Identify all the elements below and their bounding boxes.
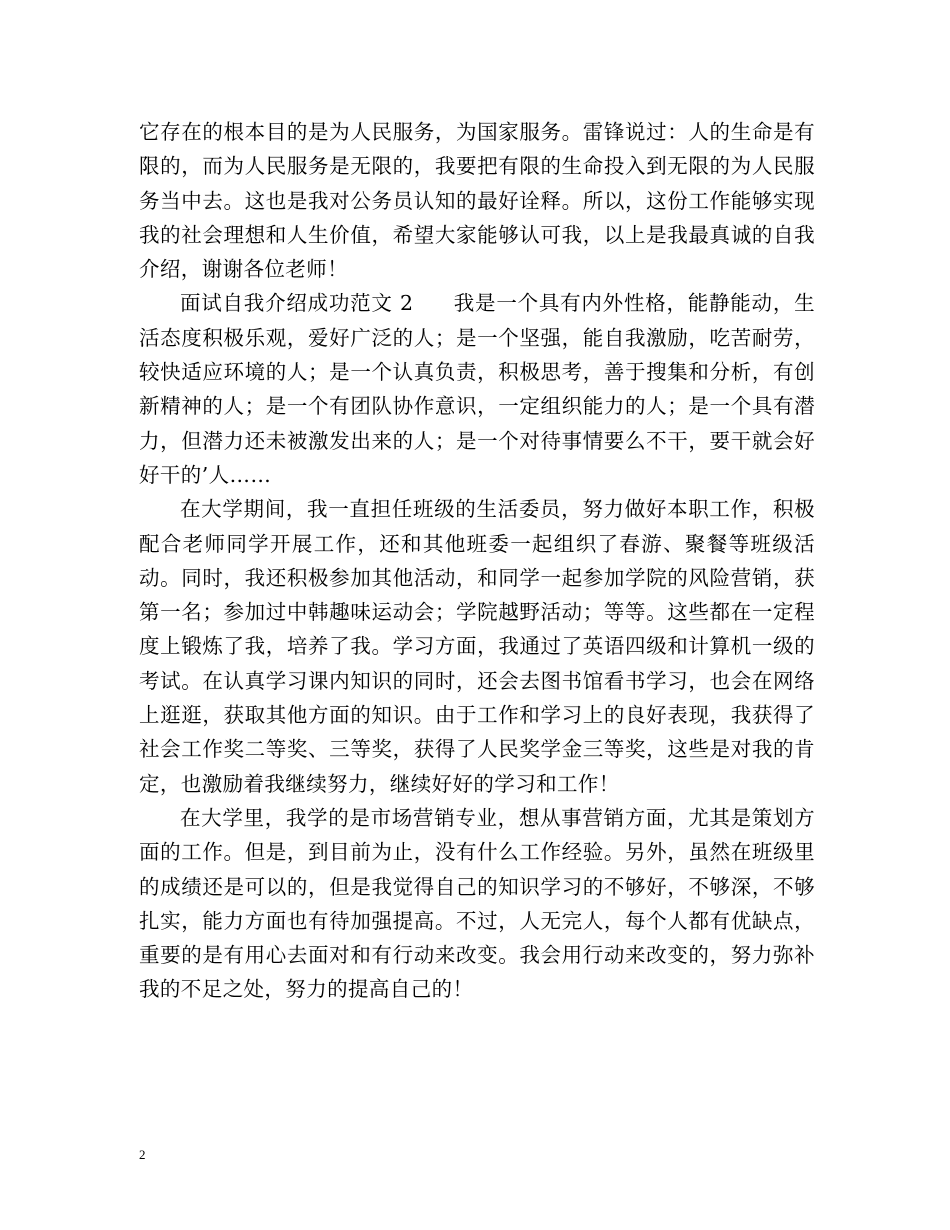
paragraph-3: 在大学期间，我一直担任班级的生活委员，努力做好本职工作，积极配合老师同学开展工作，还和其他班委一起组织了春游、聚餐等班级活动。同时，我还积极参加其他活动，和同学一起参加学院的风险营销，获第一名；参加过中韩趣味运动会；学院越野活动；等等。这些都在一定程度上锻炼了我，培养了我。学习方面，我通过了英语四级和计算机一级的考试。在认真学习课内知识的同时，还会去图书馆看书学习，也会在网络上逛逛，获取其他方面的知识。由于工作和学习上的良好表现，我获得了社会工作奖二等奖、三等奖，获得了人民奖学金三等奖，这些是对我的肯定，也激励着我继续努力，继续好好的学习和工作！ [139, 497, 815, 796]
document-body [139, 115, 815, 1007]
section-heading: 面试自我介绍成功范文 2 [180, 291, 414, 316]
paragraph-4: 在大学里，我学的是市场营销专业，想从事营销方面，尤其是策划方面的工作。但是，到目前为止，没有什么工作经验。另外，虽然在班级里的成绩还是可以的，但是我觉得自己的知识学习的不够好，不够深，不够扎实，能力方面也有待加强提高。不过，人无完人，每个人都有优缺点，重要的是有用心去面对和有行动来改变。我会用行动来改变的，努力弥补我的不足之处，努力的提高自己的！ [139, 805, 815, 1002]
paragraph-2 [139, 286, 815, 492]
paragraph-2-text: 我是一个具有内外性格，能静能动，生活态度积极乐观，爱好广泛的人；是一个坚强，能自我激励，吃苦耐劳，较快适应环境的人；是一个认真负责，积极思考，善于搜集和分析，有创新精神的人；是一个有团队协作意识，一定组织能力的人；是一个具有潜力，但潜力还未被激发出来的人；是一个对待事情要么不干，要干就会好好干的’人…… [139, 291, 815, 487]
paragraph-1: 它存在的根本目的是为人民服务，为国家服务。雷锋说过：人的生命是有限的，而为人民服务是无限的，我要把有限的生命投入到无限的为人民服务当中去。这也是我对公务员认知的最好诠释。所以，这份工作能够实现我的社会理想和人生价值，希望大家能够认可我，以上是我最真诚的自我介绍，谢谢各位老师！ [139, 120, 815, 282]
page-number: 2 [139, 1147, 146, 1162]
